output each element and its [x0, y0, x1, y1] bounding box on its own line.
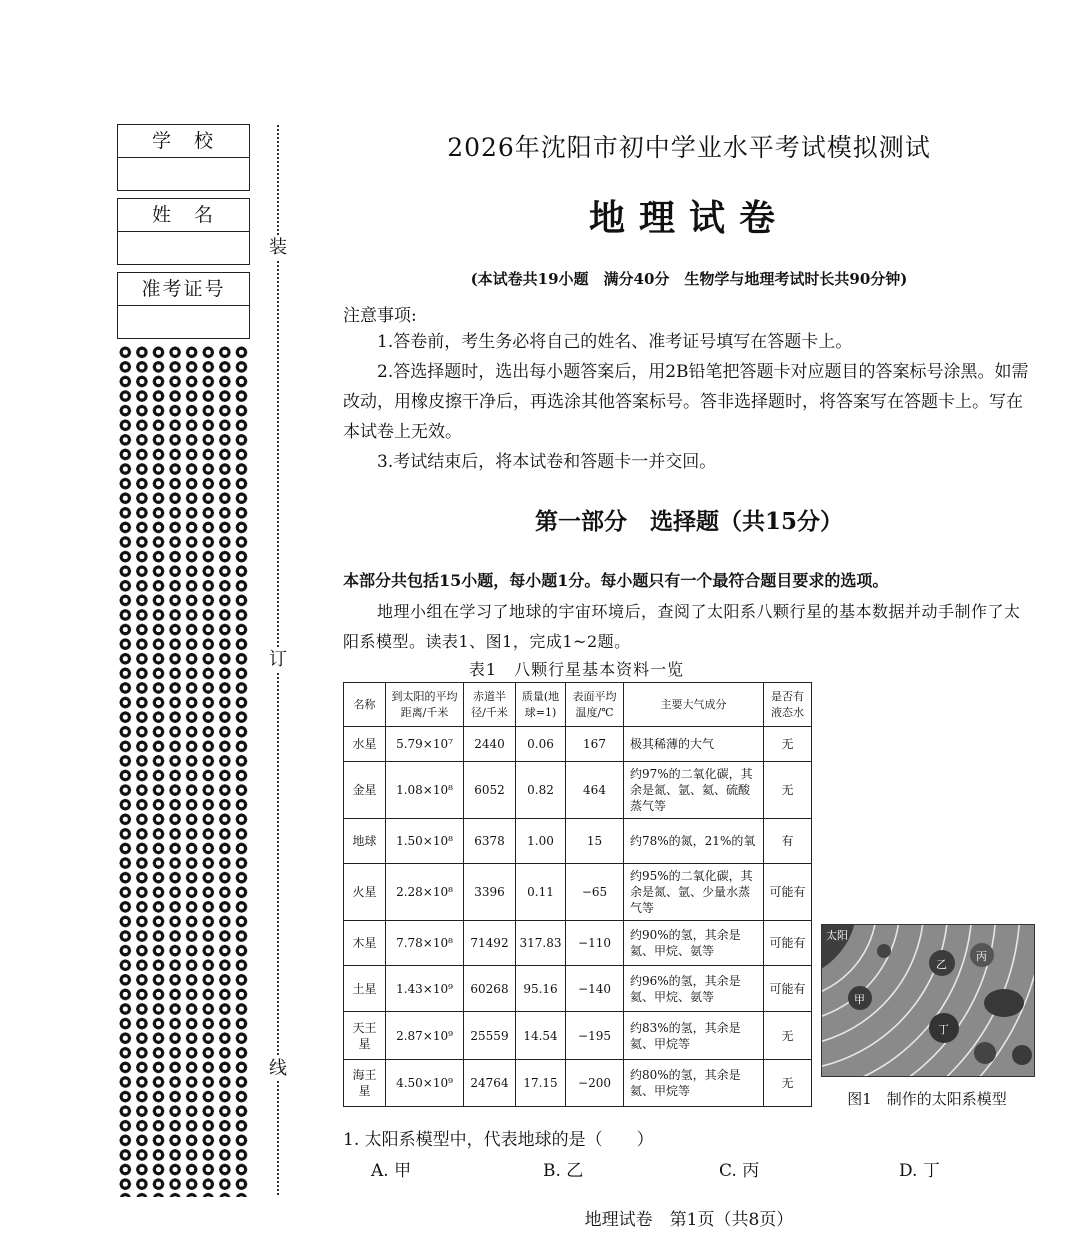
table-cell: 约97%的二氧化碳，其余是氮、氩、氦、硫酸蒸气等	[624, 762, 764, 818]
table-header-cell: 名称	[344, 683, 386, 727]
option-a: A. 甲	[371, 1161, 412, 1181]
table-cell: 0.82	[516, 762, 566, 818]
option-b: B. 乙	[543, 1161, 584, 1181]
table-cell: 15	[566, 818, 624, 864]
figure-caption: 图1 制作的太阳系模型	[847, 1090, 1007, 1108]
binding-char-ding: 订	[266, 648, 290, 672]
exam-id-field	[117, 272, 250, 339]
table-header-cell: 到太阳的平均距离/千米	[386, 683, 464, 727]
table-cell: 95.16	[516, 966, 566, 1012]
table-cell: −195	[566, 1012, 624, 1060]
table-cell: 2.28×10⁸	[386, 864, 464, 920]
table-cell: 海王星	[344, 1060, 386, 1107]
planet-shape	[877, 944, 891, 958]
table-cell: 17.15	[516, 1060, 566, 1107]
table-caption: 表1 八颗行星基本资料一览	[468, 660, 685, 679]
name-label: 姓 名	[118, 199, 249, 232]
table-cell: 约78%的氮，21%的氧	[624, 818, 764, 864]
planet-shape	[984, 989, 1024, 1017]
table-cell: −140	[566, 966, 624, 1012]
table-cell: 金星	[344, 762, 386, 818]
table-cell: 约95%的二氧化碳，其余是氮、氩、少量水蒸气等	[624, 864, 764, 920]
table-cell: 无	[764, 1012, 812, 1060]
table-row	[344, 727, 812, 762]
table-cell: 有	[764, 818, 812, 864]
security-pattern	[117, 345, 250, 1197]
page-footer: 地理试卷 第1页（共8页）	[584, 1210, 794, 1230]
table-cell: 25559	[464, 1012, 516, 1060]
table-cell: 317.83	[516, 920, 566, 966]
table-row	[344, 920, 812, 966]
planet-label-bing: 丙	[976, 950, 987, 963]
name-field	[117, 198, 250, 265]
table-row	[344, 1060, 812, 1107]
planet-label-jia: 甲	[854, 993, 865, 1006]
table-row	[344, 864, 812, 920]
table-header-cell: 主要大气成分	[624, 683, 764, 727]
table-cell: −110	[566, 920, 624, 966]
option-d: D. 丁	[899, 1161, 940, 1181]
table-cell: 2440	[464, 727, 516, 762]
part-title: 第一部分 选择题（共15分）	[534, 508, 843, 535]
table-cell: 可能有	[764, 920, 812, 966]
table-cell: 0.11	[516, 864, 566, 920]
table-cell: −65	[566, 864, 624, 920]
table-cell: 24764	[464, 1060, 516, 1107]
sun-label: 太阳	[826, 929, 848, 942]
table-cell: 无	[764, 762, 812, 818]
option-c: C. 丙	[719, 1161, 760, 1181]
planet-label-yi: 乙	[936, 958, 947, 971]
table-cell: 7.78×10⁸	[386, 920, 464, 966]
table-cell: 极其稀薄的大气	[624, 727, 764, 762]
table-cell: 约96%的氢，其余是氦、甲烷、氨等	[624, 966, 764, 1012]
table-cell: −200	[566, 1060, 624, 1107]
question-1-stem: 1. 太阳系模型中，代表地球的是（ ）	[343, 1130, 654, 1150]
table-row	[344, 966, 812, 1012]
table-cell: 地球	[344, 818, 386, 864]
table-cell: 4.50×10⁹	[386, 1060, 464, 1107]
table-cell: 木星	[344, 920, 386, 966]
table-cell: 6052	[464, 762, 516, 818]
exam-id-blank	[118, 306, 249, 338]
table-cell: 1.43×10⁹	[386, 966, 464, 1012]
note-item: 3.考试结束后，将本试卷和答题卡一并交回。	[377, 452, 717, 472]
planet-table	[343, 682, 812, 1107]
table-cell: 5.79×10⁷	[386, 727, 464, 762]
table-cell: 167	[566, 727, 624, 762]
table-cell: 天王星	[344, 1012, 386, 1060]
school-field	[117, 124, 250, 191]
solar-system-model-figure	[821, 924, 1035, 1077]
table-cell: 可能有	[764, 966, 812, 1012]
name-blank	[118, 232, 249, 264]
table-cell: 0.06	[516, 727, 566, 762]
binding-char-xian: 线	[266, 1057, 290, 1081]
notes-heading: 注意事项:	[343, 306, 417, 326]
note-item: 2.答选择题时，选出每小题答案后，用2B铅笔把答题卡对应题目的答案标号涂黑。如需改动，用橡皮擦干净后，再选涂其他答案标号。答非选择题时，将答案写在答题卡上。写在本试卷上无效。	[343, 362, 1029, 442]
table-row	[344, 1012, 812, 1060]
planet-shape	[1012, 1045, 1032, 1065]
table-header-cell: 赤道半径/千米	[464, 683, 516, 727]
table-cell: 约90%的氢，其余是氦、甲烷、氨等	[624, 920, 764, 966]
exam-id-label: 准考证号	[118, 273, 249, 306]
school-blank	[118, 158, 249, 190]
subject-title: 地理试卷	[588, 197, 789, 239]
binding-char-zhuang: 装	[266, 236, 290, 260]
table-header-row	[344, 683, 812, 727]
table-header-cell: 是否有液态水	[764, 683, 812, 727]
table-cell: 6378	[464, 818, 516, 864]
table-cell: 1.00	[516, 818, 566, 864]
table-row	[344, 818, 812, 864]
table-cell: 火星	[344, 864, 386, 920]
exam-info: (本试卷共19小题 满分40分 生物学与地理考试时长共90分钟)	[470, 270, 908, 288]
table-cell: 水星	[344, 727, 386, 762]
table-cell: 71492	[464, 920, 516, 966]
table-cell: 14.54	[516, 1012, 566, 1060]
table-header-cell: 质量(地球=1)	[516, 683, 566, 727]
question-intro: 地理小组在学习了地球的宇宙环境后，查阅了太阳系八颗行星的基本数据并动手制作了太阳系模型。读表1、图1，完成1~2题。	[343, 602, 1021, 651]
table-cell: 约83%的氢，其余是氦、甲烷等	[624, 1012, 764, 1060]
table-cell: 无	[764, 727, 812, 762]
part-description: 本部分共包括15小题，每小题1分。每小题只有一个最符合题目要求的选项。	[343, 571, 889, 590]
exam-title: 2026年沈阳市初中学业水平考试模拟测试	[447, 133, 931, 162]
table-cell: 1.08×10⁸	[386, 762, 464, 818]
note-item: 1.答卷前，考生务必将自己的姓名、准考证号填写在答题卡上。	[377, 332, 853, 352]
table-cell: 无	[764, 1060, 812, 1107]
table-header-cell: 表面平均温度/℃	[566, 683, 624, 727]
table-cell: 1.50×10⁸	[386, 818, 464, 864]
table-cell: 3396	[464, 864, 516, 920]
table-cell: 2.87×10⁹	[386, 1012, 464, 1060]
table-cell: 60268	[464, 966, 516, 1012]
table-cell: 土星	[344, 966, 386, 1012]
planet-shape	[974, 1042, 996, 1064]
school-label: 学 校	[118, 125, 249, 158]
table-cell: 约80%的氢，其余是氦、甲烷等	[624, 1060, 764, 1107]
planet-label-ding: 丁	[938, 1023, 949, 1036]
table-row	[344, 762, 812, 818]
table-cell: 可能有	[764, 864, 812, 920]
table-cell: 464	[566, 762, 624, 818]
